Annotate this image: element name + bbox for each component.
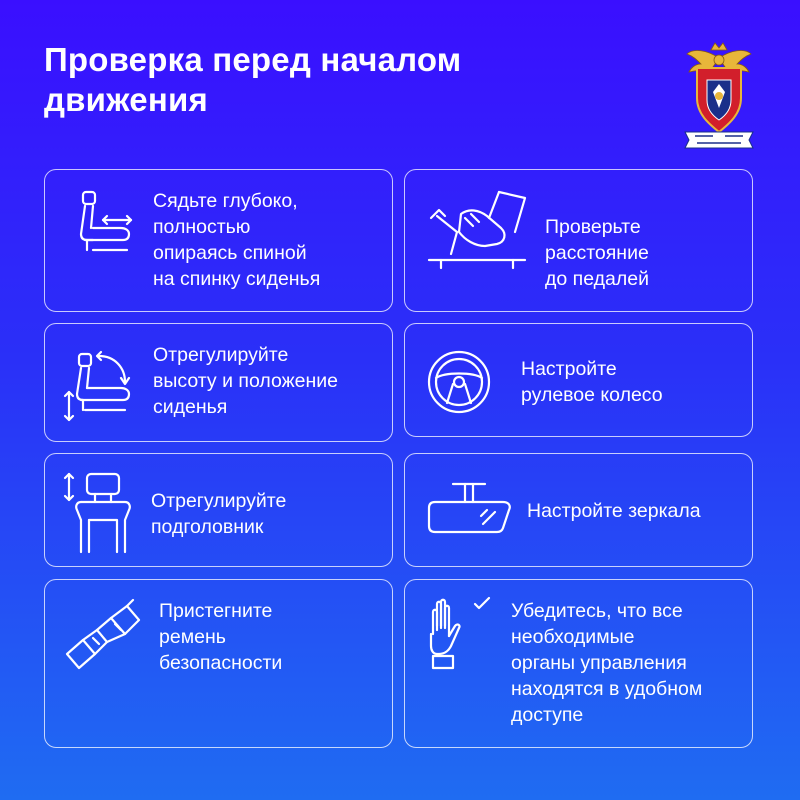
- card-pedals: [404, 169, 753, 312]
- card-controls: [404, 579, 753, 748]
- card-headrest: [44, 453, 393, 567]
- card-text: Настройте зеркала: [527, 500, 701, 522]
- card-text: Убедитесь, что все необходимые органы управления находятся в удобном доступе: [511, 600, 703, 726]
- steering-wheel-icon: [425, 348, 493, 416]
- car-seat-depth-icon: [71, 188, 143, 260]
- seat-belt-icon: [65, 598, 145, 670]
- card-text: Отрегулируйте высоту и положение сиденья: [153, 344, 338, 418]
- card-text: Настройте рулевое колесо: [521, 358, 663, 406]
- card-mirror: [404, 453, 753, 567]
- headrest-icon: [63, 470, 135, 554]
- rearview-mirror-icon: [425, 480, 513, 536]
- card-steering: [404, 323, 753, 437]
- police-emblem-icon: [683, 40, 755, 150]
- hand-check-icon: [423, 596, 495, 672]
- card-text: Пристегните ремень безопасности: [159, 600, 283, 674]
- card-text: Проверьте расстояние до педалей: [545, 216, 649, 290]
- title-line-2: движения: [44, 81, 208, 118]
- card-seat-depth: [44, 169, 393, 312]
- title-line-1: Проверка перед началом: [44, 41, 462, 78]
- pedal-foot-icon: [425, 188, 529, 270]
- card-text: Сядьте глубоко, полностью опираясь спиной на спинку сиденья: [153, 190, 321, 290]
- card-seat-adjust: [44, 323, 393, 442]
- seat-adjust-icon: [63, 350, 139, 422]
- card-text: Отрегулируйте подголовник: [151, 490, 287, 538]
- page-title: [44, 40, 604, 120]
- card-seatbelt: [44, 579, 393, 748]
